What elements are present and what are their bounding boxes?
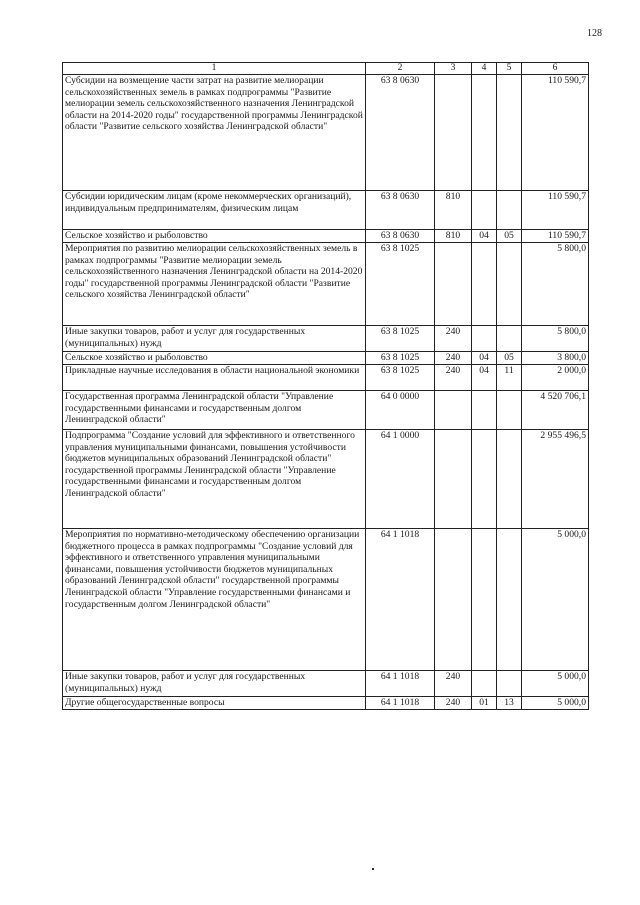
table-row xyxy=(63,671,589,697)
header-cell: 3 xyxy=(435,63,472,75)
row-subsection xyxy=(497,671,522,697)
row-code: 64 1 0000 xyxy=(366,430,435,529)
row-subsection xyxy=(497,191,522,230)
row-section: 04 xyxy=(472,230,497,243)
row-section xyxy=(472,326,497,352)
row-section: 04 xyxy=(472,365,497,391)
row-expense-type xyxy=(435,243,472,326)
row-name: Субсидии на возмещение части затрат на развитие мелиорации сельскохозяйственных земель в рамках подпрограммы "Развитие мелиорации земель сельскохозяйственного назначения Ленинградской области на 2014-2020 годы" государственной программы Ленинградской области "Развитие сельского хозяйства Ленинградской области" xyxy=(63,75,366,191)
row-subsection xyxy=(497,326,522,352)
row-name: Иные закупки товаров, работ и услуг для государственных (муниципальных) нужд xyxy=(63,326,366,352)
table-row xyxy=(63,529,589,671)
row-section xyxy=(472,391,497,430)
row-subsection xyxy=(497,529,522,671)
table-row xyxy=(63,365,589,391)
row-amount: 110 590,7 xyxy=(522,191,589,230)
row-code: 64 1 1018 xyxy=(366,671,435,697)
row-name: Сельское хозяйство и рыболовство xyxy=(63,352,366,365)
row-code: 63 8 0630 xyxy=(366,75,435,191)
row-code: 63 8 0630 xyxy=(366,191,435,230)
page-number: 128 xyxy=(587,28,602,39)
row-expense-type: 810 xyxy=(435,191,472,230)
row-subsection: 05 xyxy=(497,352,522,365)
header-cell: 5 xyxy=(497,63,522,75)
row-name: Мероприятия по развитию мелиорации сельскохозяйственных земель в рамках подпрограммы "Развитие мелиорации земель сельскохозяйственного назначения Ленинградской области на 2014-2020 годы" государственной программы Ленинградской области "Развитие сельского хозяйства Ленинградской области" xyxy=(63,243,366,326)
row-subsection: 11 xyxy=(497,365,522,391)
row-name: Государственная программа Ленинградской области "Управление государственными финансами и государственным долгом Ленинградской области" xyxy=(63,391,366,430)
row-code: 63 8 1025 xyxy=(366,326,435,352)
row-name: Прикладные научные исследования в области национальной экономики xyxy=(63,365,366,391)
table-row xyxy=(63,191,589,230)
header-cell: 2 xyxy=(366,63,435,75)
table-row xyxy=(63,352,589,365)
table-row xyxy=(63,697,589,710)
row-expense-type: 810 xyxy=(435,230,472,243)
row-amount: 110 590,7 xyxy=(522,75,589,191)
row-expense-type: 240 xyxy=(435,365,472,391)
row-code: 63 8 1025 xyxy=(366,243,435,326)
row-name: Другие общегосударственные вопросы xyxy=(63,697,366,710)
row-section xyxy=(472,191,497,230)
row-amount: 5 800,0 xyxy=(522,326,589,352)
table-row xyxy=(63,75,589,191)
row-amount: 5 000,0 xyxy=(522,697,589,710)
row-subsection: 13 xyxy=(497,697,522,710)
header-cell: 1 xyxy=(63,63,366,75)
row-section xyxy=(472,529,497,671)
row-section xyxy=(472,671,497,697)
row-code: 64 1 1018 xyxy=(366,529,435,671)
row-name: Субсидии юридическим лицам (кроме некоммерческих организаций), индивидуальным предпринимателям, физическим лицам xyxy=(63,191,366,230)
row-name: Иные закупки товаров, работ и услуг для государственных (муниципальных) нужд xyxy=(63,671,366,697)
table-row xyxy=(63,230,589,243)
row-amount: 5 000,0 xyxy=(522,671,589,697)
row-code: 64 1 1018 xyxy=(366,697,435,710)
row-expense-type: 240 xyxy=(435,352,472,365)
row-expense-type: 240 xyxy=(435,326,472,352)
table-row xyxy=(63,326,589,352)
row-subsection xyxy=(497,243,522,326)
row-code: 63 8 0630 xyxy=(366,230,435,243)
row-subsection: 05 xyxy=(497,230,522,243)
row-expense-type xyxy=(435,430,472,529)
row-subsection xyxy=(497,75,522,191)
row-amount: 2 000,0 xyxy=(522,365,589,391)
row-name: Сельское хозяйство и рыболовство xyxy=(63,230,366,243)
row-subsection xyxy=(497,391,522,430)
row-section xyxy=(472,430,497,529)
budget-table xyxy=(62,62,589,710)
row-expense-type xyxy=(435,75,472,191)
scan-speck xyxy=(372,868,374,870)
row-section xyxy=(472,75,497,191)
row-amount: 4 520 706,1 xyxy=(522,391,589,430)
row-expense-type: 240 xyxy=(435,697,472,710)
row-amount: 5 000,0 xyxy=(522,529,589,671)
table-row xyxy=(63,391,589,430)
row-amount: 110 590,7 xyxy=(522,230,589,243)
table-row xyxy=(63,430,589,529)
row-amount: 2 955 496,5 xyxy=(522,430,589,529)
row-section: 04 xyxy=(472,352,497,365)
row-section: 01 xyxy=(472,697,497,710)
row-subsection xyxy=(497,430,522,529)
row-code: 63 8 1025 xyxy=(366,365,435,391)
row-name: Мероприятия по нормативно-методическому обеспечению организации бюджетного процесса в рамках подпрограммы "Создание условий для эффективного и ответственного управления муниципальными финансами, повышения устойчивости бюджетов муниципальных образований Ленинградской области" государственной программы Ленинградской области "Управление государственными финансами и государственным долгом Ленинградской области" xyxy=(63,529,366,671)
row-name: Подпрограмма "Создание условий для эффективного и ответственного управления муниципальными финансами, повышения устойчивости бюджетов муниципальных образований Ленинградской области" государственной программы Ленинградской области "Управление государственными финансами и государственным долгом Ленинградской области" xyxy=(63,430,366,529)
row-expense-type: 240 xyxy=(435,671,472,697)
header-cell: 4 xyxy=(472,63,497,75)
row-section xyxy=(472,243,497,326)
row-expense-type xyxy=(435,529,472,671)
row-amount: 5 800,0 xyxy=(522,243,589,326)
table-header-row xyxy=(63,63,589,75)
row-amount: 3 800,0 xyxy=(522,352,589,365)
row-expense-type xyxy=(435,391,472,430)
row-code: 63 8 1025 xyxy=(366,352,435,365)
row-code: 64 0 0000 xyxy=(366,391,435,430)
table-row xyxy=(63,243,589,326)
header-cell: 6 xyxy=(522,63,589,75)
